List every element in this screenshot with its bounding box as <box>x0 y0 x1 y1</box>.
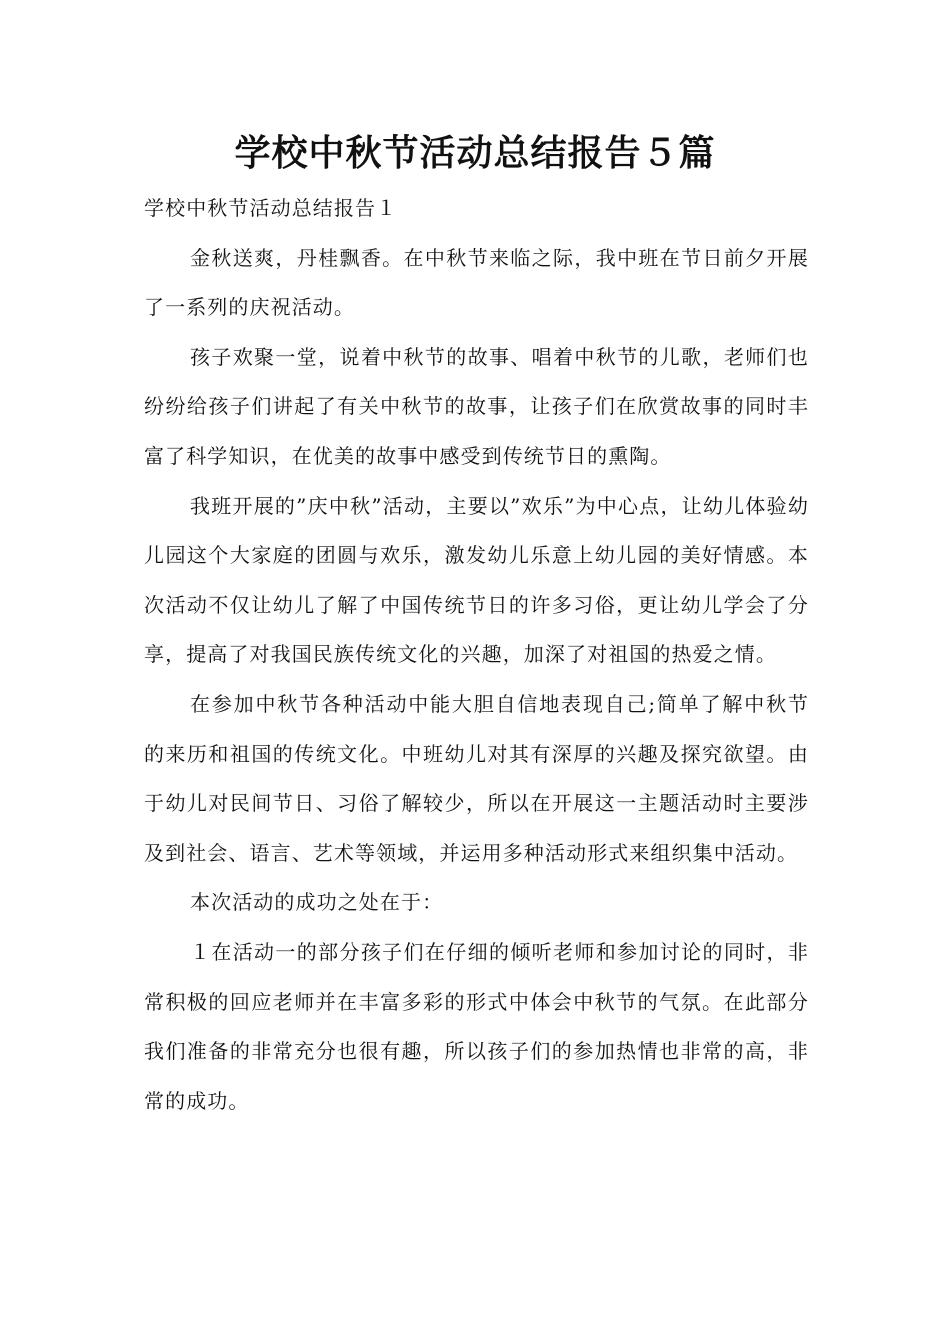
paragraph-6: １在活动一的部分孩子们在仔细的倾听老师和参加讨论的同时，非常积极的回应老师并在丰富多彩的形式中体会中秋节的气氛。在此部分我们准备的非常充分也很有趣，所以孩子们的参加热情也非常的高，非常的成功。 <box>144 939 809 1113</box>
paragraph-5: 本次活动的成功之处在于： <box>190 890 444 915</box>
paragraph-3: 我班开展的”庆中秋”活动，主要以”欢乐”为中心点，让幼儿体验幼儿园这个大家庭的团圆与欢乐，激发幼儿乐意上幼儿园的美好情感。本次活动不仅让幼儿了解了中国传统节日的许多习俗，更让幼儿学会了分享，提高了对我国民族传统文化的兴趣，加深了对祖国的热爱之情。 <box>144 493 809 667</box>
paragraph-2: 孩子欢聚一堂，说着中秋节的故事、唱着中秋节的儿歌，老师们也纷纷给孩子们讲起了有关中秋节的故事，让孩子们在欣赏故事的同时丰富了科学知识，在优美的故事中感受到传统节日的熏陶。 <box>144 344 809 468</box>
section-heading: 学校中秋节活动总结报告１ <box>144 196 398 220</box>
document-body <box>144 184 809 1126</box>
paragraph-4: 在参加中秋节各种活动中能大胆自信地表现自己;简单了解中秋节的来历和祖国的传统文化。中班幼儿对其有深厚的兴趣及探究欲望。由于幼儿对民间节日、习俗了解较少，所以在开展这一主题活动时主要涉及到社会、语言、艺术等领域，并运用多种活动形式来组织集中活动。 <box>144 691 809 865</box>
document-title: 学校中秋节活动总结报告５篇 <box>234 133 716 174</box>
paragraph-1: 金秋送爽，丹桂飘香。在中秋节来临之际，我中班在节日前夕开展了一系列的庆祝活动。 <box>144 245 809 320</box>
